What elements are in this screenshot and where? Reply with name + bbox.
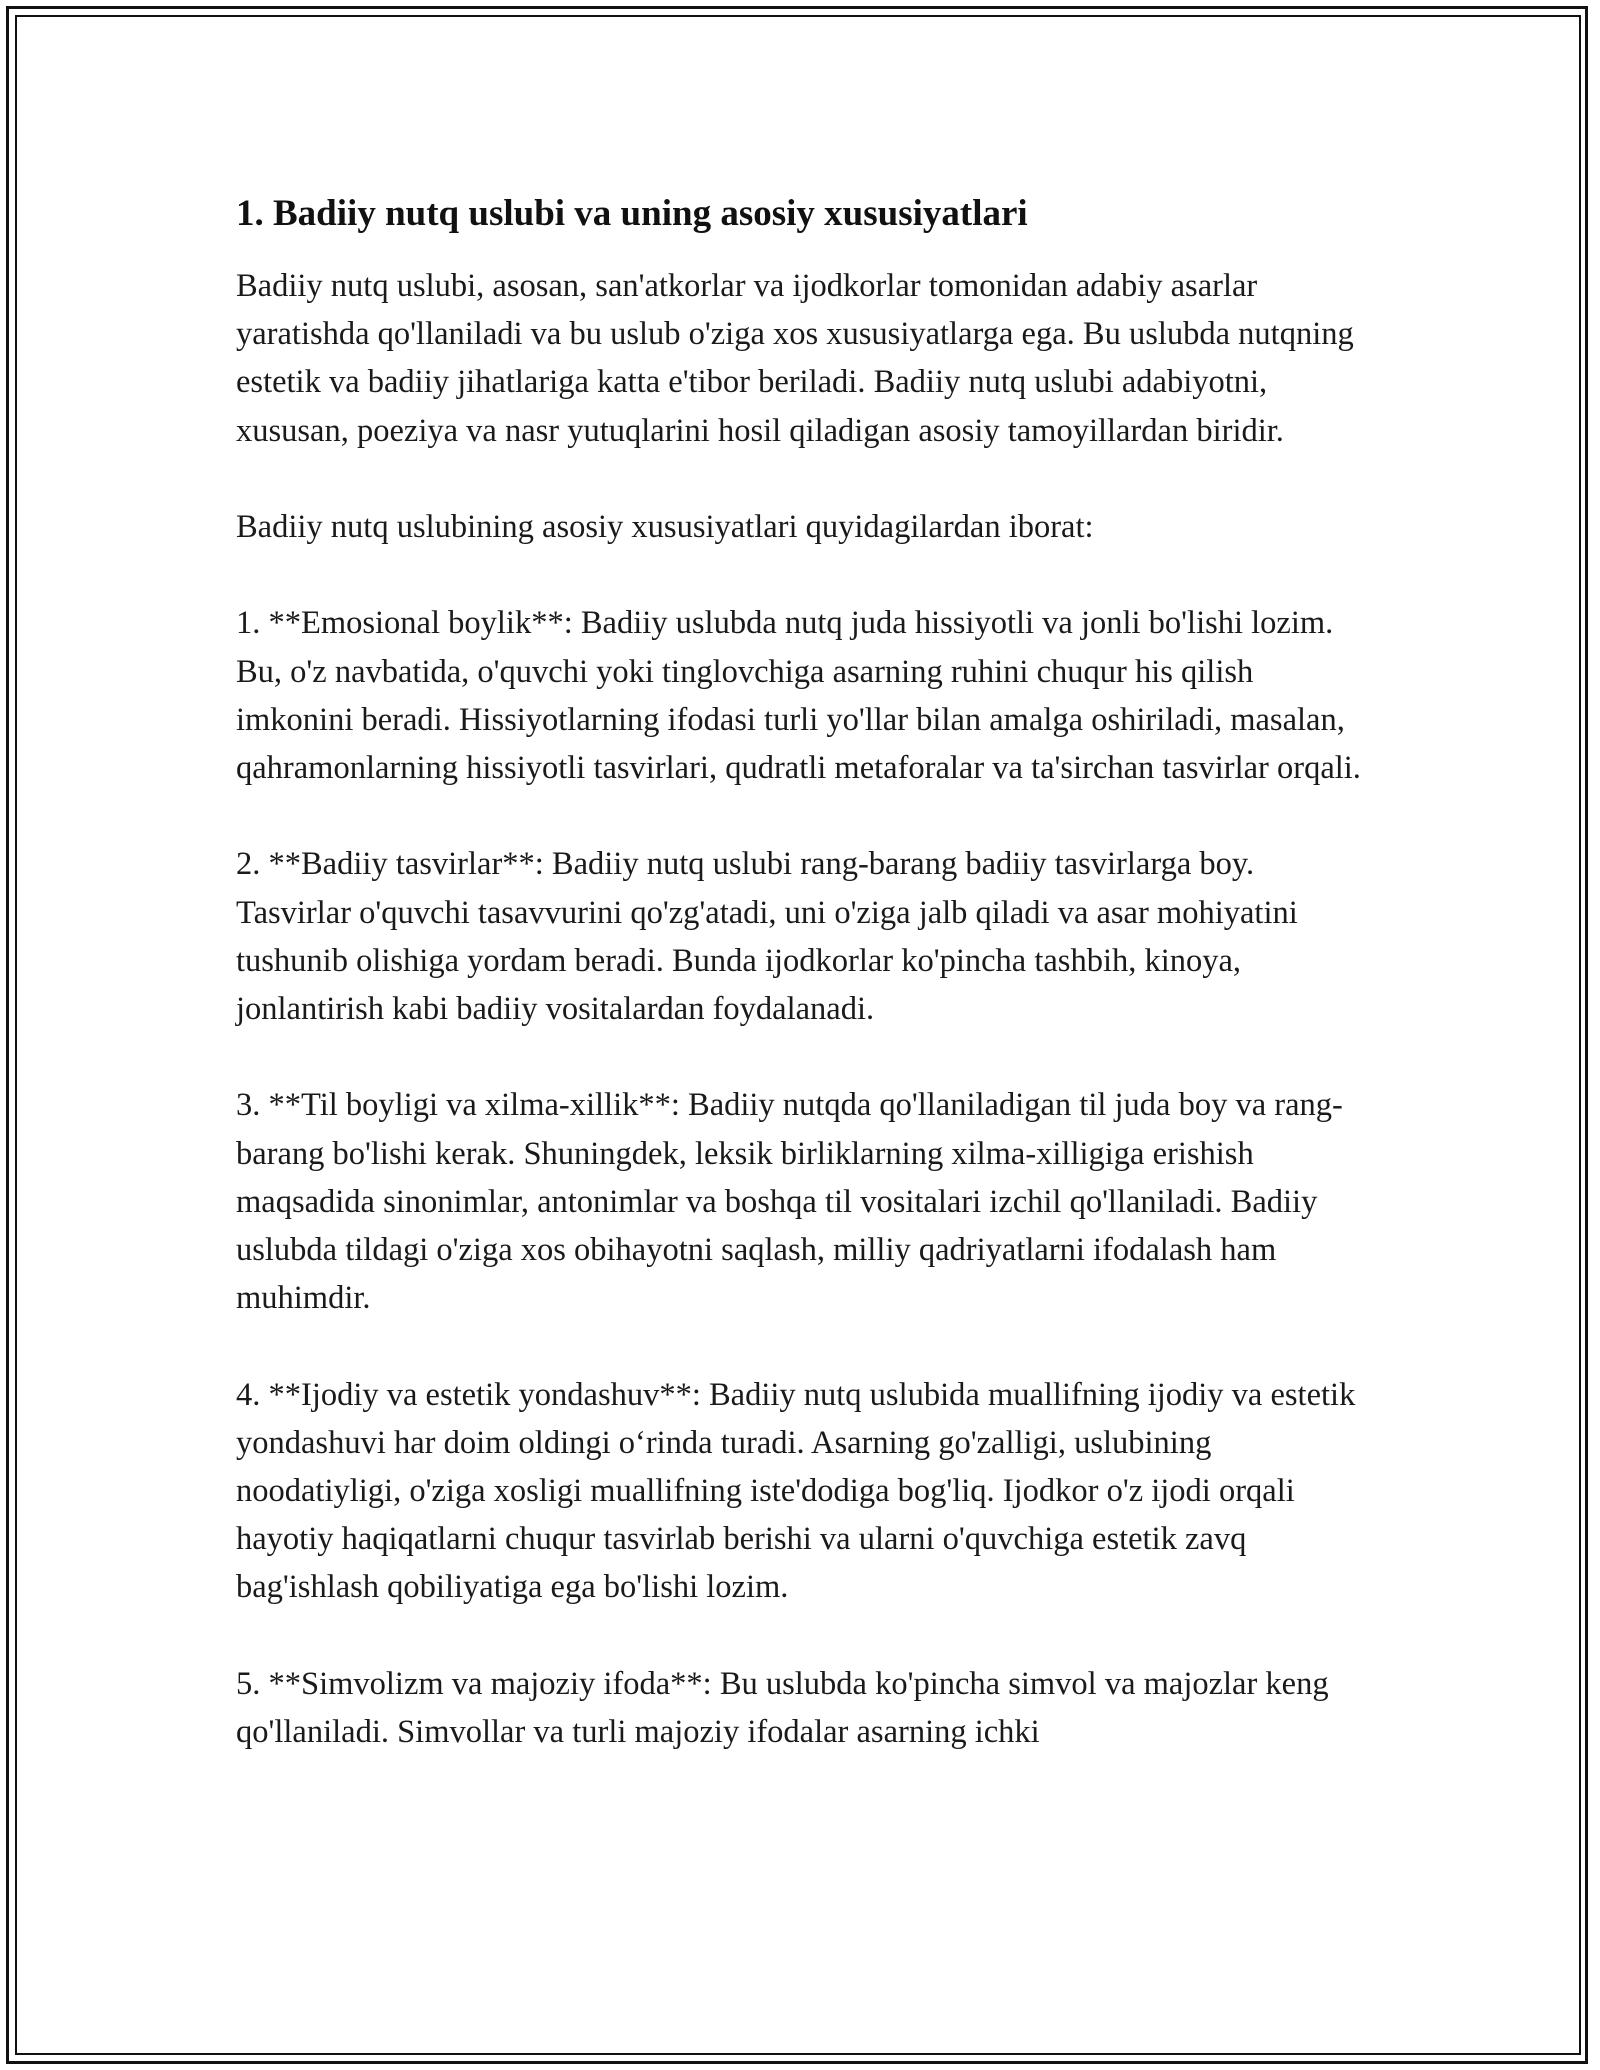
- list-item-symbolism: 5. **Simvolizm va majoziy ifoda**: Bu uslubda ko'pincha simvol va majozlar keng qo'llaniladi. Simvollar va turli majoziy ifodalar asarning ichki: [236, 1665, 1329, 1750]
- list-item-creative-approach: 4. **Ijodiy va estetik yondashuv**: Badiiy nutq uslubida muallifning ijodiy va estetik yondashuvi har doim oldingi o‘rinda turadi. Asarning go'zalligi, uslubining noodatiyligi, o'ziga xosligi muallifning iste'dodiga bog'liq. Ijodkor o'z ijodi orqali hayotiy haqiqatlarni chuqur tasvirlab berishi va ularni o'quvchiga estetik zavq bag'ishlash qobiliyatiga ega bo'lishi lozim.: [236, 1376, 1356, 1606]
- intro-paragraph: Badiiy nutq uslubi, asosan, san'atkorlar va ijodkorlar tomonidan adabiy asarlar yaratishda qo'llaniladi va bu uslub o'ziga xos xususiyatlarga ega. Bu uslubda nutqning estetik va badiiy jihatlariga katta e'tibor beriladi. Badiiy nutq uslubi adabiyotni, xususan, poeziya va nasr yutuqlarini hosil qiladigan asosiy tamoyillardan biridir.: [236, 268, 1354, 449]
- list-item-artistic-images: 2. **Badiiy tasvirlar**: Badiiy nutq uslubi rang-barang badiiy tasvirlarga boy. Tasvirlar o'quvchi tasavvurini qo'zg'atadi, uni o'ziga jalb qiladi va asar mohiyatini tushunib olishiga yordam beradi. Bunda ijodkorlar ko'pincha tashbih, kinoya, jonlantirish kabi badiiy vositalardan foydalanadi.: [236, 846, 1298, 1027]
- list-item-emotional-richness: 1. **Emosional boylik**: Badiiy uslubda nutq juda hissiyotli va jonli bo'lishi lozim. Bu, o'z navbatida, o'quvchi yoki tinglovchiga asarning ruhini chuqur his qilish imkonini beradi. Hissiyotlarning ifodasi turli yo'llar bilan amalga oshiriladi, masalan, qahramonlarning hissiyotli tasvirlari, qudratli metaforalar va ta'sirchan tasvirlar orqali.: [236, 605, 1361, 786]
- section-heading: 1. Badiiy nutq uslubi va uning asosiy xususiyatlari: [236, 193, 1028, 234]
- document-body: [236, 190, 1366, 1804]
- features-lead-paragraph: Badiiy nutq uslubining asosiy xususiyatlari quyidagilardan iborat:: [236, 509, 1094, 545]
- list-item-language-richness: 3. **Til boyligi va xilma-xillik**: Badiiy nutqda qo'llaniladigan til juda boy va rang-barang bo'lishi kerak. Shuningdek, leksik birliklarning xilma-xilligiga erishish maqsadida sinonimlar, antonimlar va boshqa til vositalari izchil qo'llaniladi. Badiiy uslubda tildagi o'ziga xos obihayotni saqlash, milliy qadriyatlarni ifodalash ham muhimdir.: [236, 1087, 1343, 1317]
